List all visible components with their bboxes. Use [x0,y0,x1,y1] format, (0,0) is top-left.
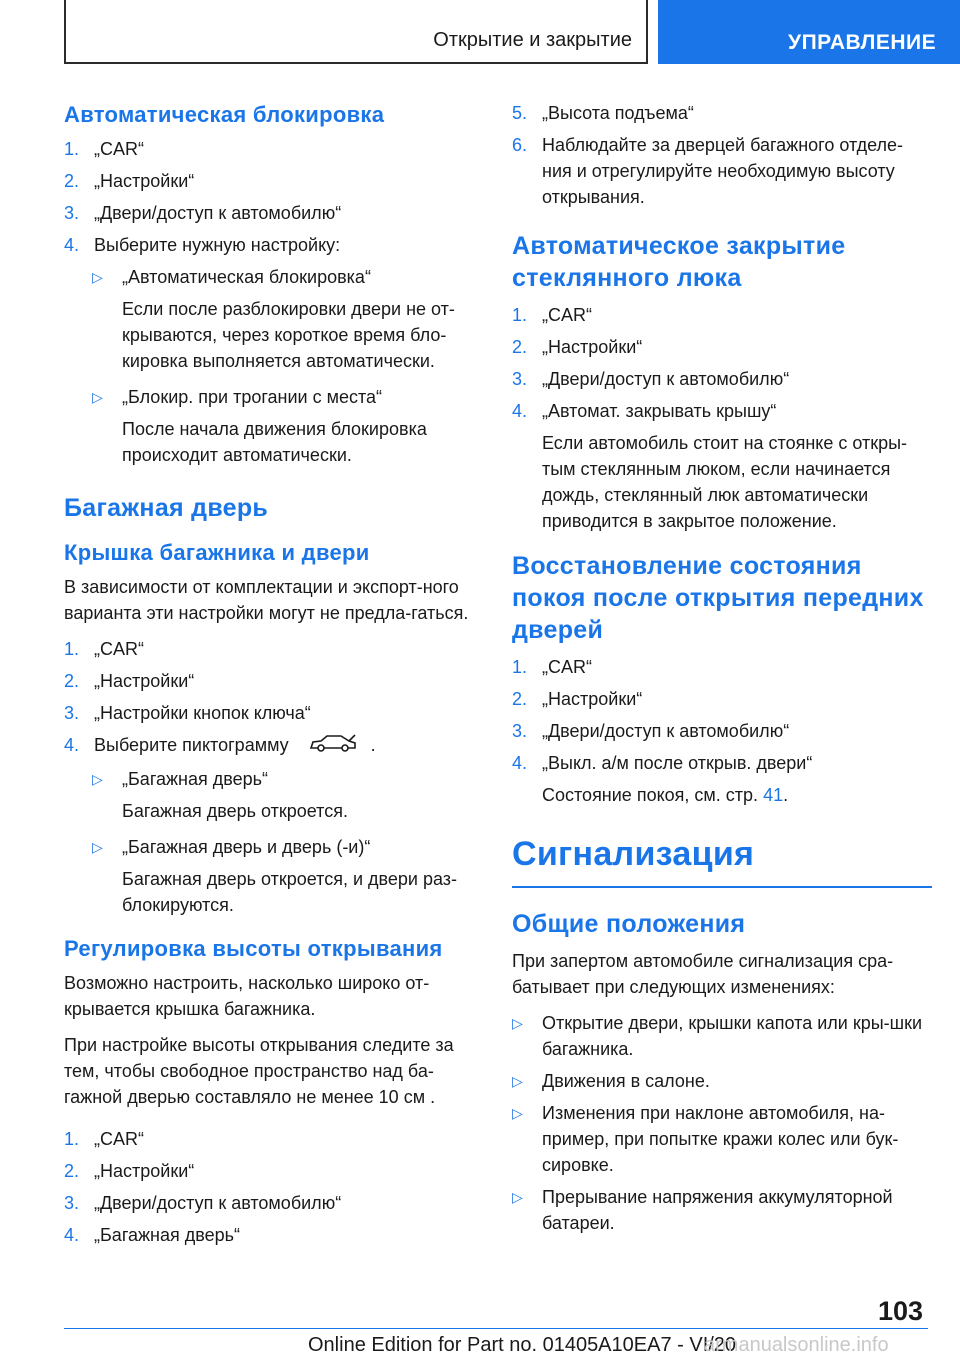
list-item: 2. „Настройки“ [64,171,195,191]
list-item: 2. „Настройки“ [512,337,643,357]
left-column [64,100,480,1254]
bullet-item: ▷ „Блокир. при трогании с места“ [92,384,480,410]
sunroof-description: Если автомобиль стоит на стоянке с откры-тым стеклянным люком, если начинается дождь, стеклянный люк автоматически приводится в закрытое положение. [542,433,908,531]
restore-description: Состояние покоя, см. стр. 41. [542,785,789,805]
list-item: 4. Выберите нужную настройку: [64,235,341,255]
list-item: 4. „Багажная дверь“ [64,1224,240,1245]
height-paragraph-2: При настройке высоты открывания следите за тем, чтобы свободное пространство над ба-гажной дверью составляло не менее 10 см . [64,1034,454,1107]
page-ref-link[interactable]: 41 [763,785,784,805]
list-item: 4. „Выкл. а/м после открыв. двери“ [512,753,813,773]
car-tailgate-icon [309,733,357,760]
list-item: 2. „Настройки“ [64,1160,195,1181]
list-item: 1. „CAR“ [64,139,144,159]
heading-rule [512,886,932,888]
bullet-item: ▷ „Багажная дверь и дверь (-и)“ [92,834,480,860]
list-item: 3. „Двери/доступ к автомобилю“ [64,1192,342,1213]
sunroof-heading: Автоматическое закрытие стеклянного люка [512,232,846,292]
list-item: 1. „CAR“ [512,305,592,325]
list-item: 3. „Двери/доступ к автомобилю“ [512,721,790,741]
list-item: 3. „Настройки кнопок ключа“ [64,703,311,723]
bullet-item: ▷ Изменения при наклоне автомобиля, на-пример, при попытке кражи колес или бук-сировке. [512,1100,932,1178]
watermark: armanualsonline.info [704,1334,889,1356]
list-item: 4. Выберите пиктограмму . [64,732,480,760]
right-column [512,100,932,1242]
triangle-right-icon: ▷ [92,770,103,787]
list-item: 2. „Настройки“ [512,689,643,709]
bullet-description: Если после разблокировки двери не от-крываются, через короткое время бло-кировка выполняется автоматически. [122,299,455,371]
restore-heading: Восстановление состояния покоя после открытия передних дверей [512,552,924,644]
triangle-right-icon: ▷ [92,269,103,285]
bullet-description: Багажная дверь откроется, и двери раз-блокируются. [122,868,458,915]
footer-rule [64,1328,928,1329]
triangle-right-icon: ▷ [512,1105,523,1121]
list-item: 4. „Автомат. закрывать крышу“ [512,401,777,421]
lid-heading: Крышка багажника и двери [64,540,370,565]
triangle-right-icon: ▷ [92,838,103,855]
triangle-right-icon: ▷ [512,1073,523,1089]
list-item: 1. „CAR“ [512,657,592,677]
bullet-item: ▷ Открытие двери, крышки капота или кры-шки багажника. [512,1010,932,1062]
footer-edition: Online Edition for Part no. 01405A10EA7 - VI/20 [308,1334,737,1356]
lid-paragraph: В зависимости от комплектации и экспорт-ного варианта эти настройки могут не предла-гаться. [64,577,469,623]
alarm-paragraph: При запертом автомобиле сигнализация сра-батывает при следующих изменениях: [512,951,894,997]
triangle-right-icon: ▷ [512,1015,523,1031]
header-chapter-tab: УПРАВЛЕНИЕ [658,0,960,64]
general-heading: Общие положения [512,910,746,938]
bullet-item: ▷ Прерывание напряжения аккумуляторной батареи. [512,1184,932,1236]
list-item: 6. Наблюдайте за дверцей багажного отделе-ния и отрегулируйте необходимую высоту открывания. [512,135,904,207]
bullet-item: ▷ Движения в салоне. [512,1068,932,1094]
list-item: 2. „Настройки“ [64,671,195,691]
height-paragraph-1: Возможно настроить, насколько широко от-крывается крышка багажника. [64,972,430,1019]
list-item: 3. „Двери/доступ к автомобилю“ [512,369,790,389]
triangle-right-icon: ▷ [92,389,103,405]
list-item: 1. „CAR“ [64,1128,144,1149]
bullet-description: Багажная дверь откроется. [122,800,348,821]
page-number: 103 [878,1296,924,1326]
height-heading: Регулировка высоты открывания [64,935,443,961]
list-item: 3. „Двери/доступ к автомобилю“ [64,203,342,223]
bullet-description: После начала движения блокировка происходит автоматически. [122,419,427,465]
triangle-right-icon: ▷ [512,1189,523,1205]
list-item: 1. „CAR“ [64,639,144,659]
header-box [64,0,648,64]
list-item: 5. „Высота подъема“ [512,103,694,123]
header-section-title: Открытие и закрытие [433,29,632,51]
bullet-item: ▷ „Багажная дверь“ [92,766,480,792]
bullet-item: ▷ „Автоматическая блокировка“ [92,264,480,290]
tailgate-heading: Багажная дверь [64,494,269,522]
alarm-heading: Сигнализация [512,835,755,873]
autolock-heading: Автоматическая блокировка [64,102,385,127]
